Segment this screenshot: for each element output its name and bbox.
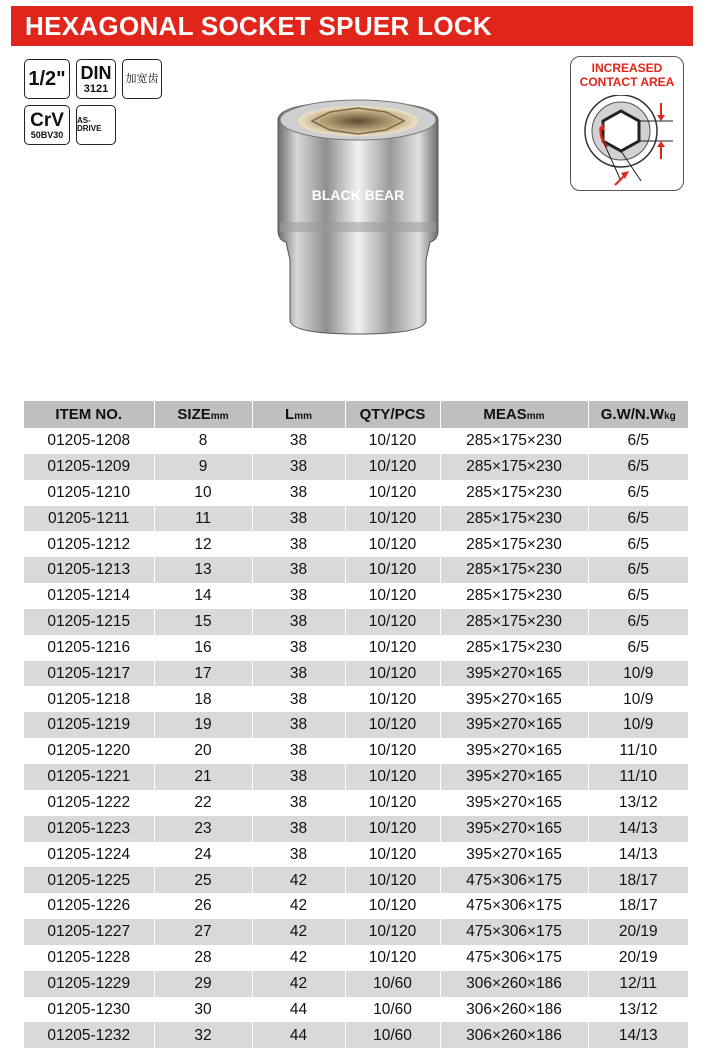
length-cell: 38 xyxy=(252,686,345,712)
table-row xyxy=(24,764,688,790)
length-cell: 42 xyxy=(252,867,345,893)
qty-cell: 10/60 xyxy=(345,971,440,997)
qty-cell: 10/120 xyxy=(345,557,440,583)
size-cell: 8 xyxy=(154,428,252,454)
length-cell: 38 xyxy=(252,428,345,454)
din-badge xyxy=(76,59,116,99)
brand-text: BLACK BEAR xyxy=(311,187,405,203)
item-no-cell: 01205-1229 xyxy=(24,971,154,997)
table-row xyxy=(24,1022,688,1048)
size-cell: 13 xyxy=(154,557,252,583)
size-cell: 32 xyxy=(154,1022,252,1048)
weight-cell: 10/9 xyxy=(588,712,688,738)
weight-cell: 6/5 xyxy=(588,583,688,609)
weight-cell: 12/11 xyxy=(588,971,688,997)
widened-teeth-badge xyxy=(122,59,162,99)
contact-area-callout xyxy=(570,56,684,191)
item-no-cell: 01205-1220 xyxy=(24,738,154,764)
item-no-cell: 01205-1210 xyxy=(24,480,154,506)
qty-cell: 10/120 xyxy=(345,790,440,816)
length-cell: 38 xyxy=(252,842,345,868)
qty-cell: 10/120 xyxy=(345,428,440,454)
weight-cell: 13/12 xyxy=(588,997,688,1023)
col-header-item: ITEM NO. xyxy=(24,401,154,428)
qty-cell: 10/120 xyxy=(345,738,440,764)
weight-cell: 6/5 xyxy=(588,531,688,557)
size-cell: 25 xyxy=(154,867,252,893)
size-cell: 14 xyxy=(154,583,252,609)
length-cell: 42 xyxy=(252,971,345,997)
size-cell: 23 xyxy=(154,816,252,842)
length-cell: 38 xyxy=(252,454,345,480)
item-no-cell: 01205-1232 xyxy=(24,1022,154,1048)
qty-cell: 10/120 xyxy=(345,583,440,609)
item-no-cell: 01205-1214 xyxy=(24,583,154,609)
meas-cell: 395×270×165 xyxy=(440,842,588,868)
col-header-meas: MEASmm xyxy=(440,401,588,428)
meas-cell: 395×270×165 xyxy=(440,712,588,738)
table-row xyxy=(24,635,688,661)
length-cell: 42 xyxy=(252,945,345,971)
col-header-qty: QTY/PCS xyxy=(345,401,440,428)
table-row xyxy=(24,609,688,635)
length-cell: 44 xyxy=(252,997,345,1023)
item-no-cell: 01205-1228 xyxy=(24,945,154,971)
drive-size-badge xyxy=(24,59,70,99)
table-row xyxy=(24,531,688,557)
meas-cell: 306×260×186 xyxy=(440,1022,588,1048)
item-no-cell: 01205-1211 xyxy=(24,506,154,532)
qty-cell: 10/120 xyxy=(345,686,440,712)
table-row xyxy=(24,842,688,868)
table-row xyxy=(24,971,688,997)
qty-cell: 10/60 xyxy=(345,997,440,1023)
item-no-cell: 01205-1213 xyxy=(24,557,154,583)
din-label: DIN xyxy=(80,62,112,83)
weight-cell: 14/13 xyxy=(588,816,688,842)
table-row xyxy=(24,557,688,583)
table-row xyxy=(24,738,688,764)
meas-cell: 285×175×230 xyxy=(440,428,588,454)
qty-cell: 10/120 xyxy=(345,842,440,868)
length-cell: 42 xyxy=(252,919,345,945)
table-row xyxy=(24,712,688,738)
table-row xyxy=(24,997,688,1023)
meas-cell: 285×175×230 xyxy=(440,480,588,506)
size-cell: 19 xyxy=(154,712,252,738)
weight-cell: 14/13 xyxy=(588,842,688,868)
table-row xyxy=(24,816,688,842)
item-no-cell: 01205-1225 xyxy=(24,867,154,893)
item-no-cell: 01205-1216 xyxy=(24,635,154,661)
contact-diagram-icon xyxy=(577,95,677,187)
length-cell: 38 xyxy=(252,609,345,635)
length-cell: 38 xyxy=(252,661,345,687)
meas-cell: 285×175×230 xyxy=(440,557,588,583)
weight-cell: 6/5 xyxy=(588,635,688,661)
qty-cell: 10/120 xyxy=(345,867,440,893)
qty-cell: 10/120 xyxy=(345,454,440,480)
size-cell: 16 xyxy=(154,635,252,661)
meas-cell: 475×306×175 xyxy=(440,945,588,971)
size-cell: 26 xyxy=(154,893,252,919)
qty-cell: 10/120 xyxy=(345,480,440,506)
qty-cell: 10/120 xyxy=(345,945,440,971)
item-no-cell: 01205-1219 xyxy=(24,712,154,738)
length-cell: 38 xyxy=(252,583,345,609)
length-cell: 38 xyxy=(252,557,345,583)
drive-type-badge xyxy=(76,105,116,145)
size-cell: 24 xyxy=(154,842,252,868)
item-no-cell: 01205-1223 xyxy=(24,816,154,842)
qty-cell: 10/120 xyxy=(345,635,440,661)
material-text: CrV xyxy=(30,109,64,131)
item-no-cell: 01205-1222 xyxy=(24,790,154,816)
material-badge xyxy=(24,105,70,145)
meas-cell: 395×270×165 xyxy=(440,661,588,687)
size-cell: 17 xyxy=(154,661,252,687)
item-no-cell: 01205-1218 xyxy=(24,686,154,712)
size-cell: 9 xyxy=(154,454,252,480)
length-cell: 38 xyxy=(252,480,345,506)
length-cell: 38 xyxy=(252,635,345,661)
socket-product-image xyxy=(268,90,448,340)
col-header-size: SIZEmm xyxy=(154,401,252,428)
weight-cell: 6/5 xyxy=(588,506,688,532)
table-row xyxy=(24,454,688,480)
table-header-row xyxy=(24,401,688,428)
table-row xyxy=(24,583,688,609)
meas-cell: 475×306×175 xyxy=(440,867,588,893)
size-cell: 21 xyxy=(154,764,252,790)
qty-cell: 10/120 xyxy=(345,893,440,919)
length-cell: 38 xyxy=(252,506,345,532)
item-no-cell: 01205-1215 xyxy=(24,609,154,635)
item-no-cell: 01205-1227 xyxy=(24,919,154,945)
weight-cell: 11/10 xyxy=(588,764,688,790)
qty-cell: 10/120 xyxy=(345,764,440,790)
qty-cell: 10/120 xyxy=(345,531,440,557)
item-no-cell: 01205-1208 xyxy=(24,428,154,454)
table-row xyxy=(24,945,688,971)
length-cell: 38 xyxy=(252,531,345,557)
table-row xyxy=(24,480,688,506)
size-cell: 22 xyxy=(154,790,252,816)
qty-cell: 10/120 xyxy=(345,712,440,738)
size-cell: 15 xyxy=(154,609,252,635)
meas-cell: 395×270×165 xyxy=(440,686,588,712)
meas-cell: 395×270×165 xyxy=(440,738,588,764)
callout-line2: CONTACT AREA xyxy=(579,75,675,89)
meas-cell: 306×260×186 xyxy=(440,997,588,1023)
meas-cell: 475×306×175 xyxy=(440,919,588,945)
weight-cell: 10/9 xyxy=(588,686,688,712)
title-banner xyxy=(11,6,693,46)
widened-teeth-text: 加宽齿 xyxy=(125,72,159,85)
size-cell: 30 xyxy=(154,997,252,1023)
size-cell: 27 xyxy=(154,919,252,945)
table-row xyxy=(24,428,688,454)
size-cell: 20 xyxy=(154,738,252,764)
meas-cell: 306×260×186 xyxy=(440,971,588,997)
weight-cell: 10/9 xyxy=(588,661,688,687)
qty-cell: 10/120 xyxy=(345,816,440,842)
callout-line1: INCREASED xyxy=(591,61,663,75)
length-cell: 38 xyxy=(252,816,345,842)
weight-cell: 6/5 xyxy=(588,609,688,635)
qty-cell: 10/120 xyxy=(345,661,440,687)
length-cell: 38 xyxy=(252,712,345,738)
col-header-length: Lmm xyxy=(252,401,345,428)
meas-cell: 285×175×230 xyxy=(440,635,588,661)
weight-cell: 13/12 xyxy=(588,790,688,816)
meas-cell: 285×175×230 xyxy=(440,454,588,480)
table-row xyxy=(24,661,688,687)
meas-cell: 285×175×230 xyxy=(440,583,588,609)
qty-cell: 10/60 xyxy=(345,1022,440,1048)
weight-cell: 6/5 xyxy=(588,480,688,506)
size-cell: 11 xyxy=(154,506,252,532)
meas-cell: 285×175×230 xyxy=(440,531,588,557)
length-cell: 38 xyxy=(252,738,345,764)
qty-cell: 10/120 xyxy=(345,609,440,635)
item-no-cell: 01205-1209 xyxy=(24,454,154,480)
table-row xyxy=(24,919,688,945)
length-cell: 38 xyxy=(252,790,345,816)
qty-cell: 10/120 xyxy=(345,919,440,945)
size-cell: 10 xyxy=(154,480,252,506)
size-cell: 29 xyxy=(154,971,252,997)
weight-cell: 14/13 xyxy=(588,1022,688,1048)
table-row xyxy=(24,790,688,816)
weight-cell: 6/5 xyxy=(588,428,688,454)
page-title: HEXAGONAL SOCKET SPUER LOCK xyxy=(25,11,492,41)
item-no-cell: 01205-1221 xyxy=(24,764,154,790)
meas-cell: 475×306×175 xyxy=(440,893,588,919)
qty-cell: 10/120 xyxy=(345,506,440,532)
table-row xyxy=(24,867,688,893)
weight-cell: 20/19 xyxy=(588,919,688,945)
length-cell: 42 xyxy=(252,893,345,919)
weight-cell: 20/19 xyxy=(588,945,688,971)
item-no-cell: 01205-1226 xyxy=(24,893,154,919)
size-cell: 28 xyxy=(154,945,252,971)
weight-cell: 6/5 xyxy=(588,557,688,583)
table-row xyxy=(24,686,688,712)
item-no-cell: 01205-1230 xyxy=(24,997,154,1023)
weight-cell: 11/10 xyxy=(588,738,688,764)
meas-cell: 395×270×165 xyxy=(440,764,588,790)
item-no-cell: 01205-1212 xyxy=(24,531,154,557)
din-number: 3121 xyxy=(83,82,109,95)
meas-cell: 285×175×230 xyxy=(440,506,588,532)
size-cell: 12 xyxy=(154,531,252,557)
item-no-cell: 01205-1224 xyxy=(24,842,154,868)
weight-cell: 18/17 xyxy=(588,893,688,919)
meas-cell: 395×270×165 xyxy=(440,816,588,842)
length-cell: 44 xyxy=(252,1022,345,1048)
meas-cell: 285×175×230 xyxy=(440,609,588,635)
weight-cell: 18/17 xyxy=(588,867,688,893)
size-cell: 18 xyxy=(154,686,252,712)
drive-type-text: AS-DRIVE xyxy=(77,116,102,133)
table-row xyxy=(24,506,688,532)
col-header-weight: G.W/N.Wkg xyxy=(588,401,688,428)
drive-size-text: 1/2" xyxy=(28,68,66,90)
weight-cell: 6/5 xyxy=(588,454,688,480)
table-row xyxy=(24,893,688,919)
length-cell: 38 xyxy=(252,764,345,790)
item-no-cell: 01205-1217 xyxy=(24,661,154,687)
material-grade-text: 50BV30 xyxy=(30,129,64,140)
spec-table xyxy=(24,401,688,1048)
meas-cell: 395×270×165 xyxy=(440,790,588,816)
